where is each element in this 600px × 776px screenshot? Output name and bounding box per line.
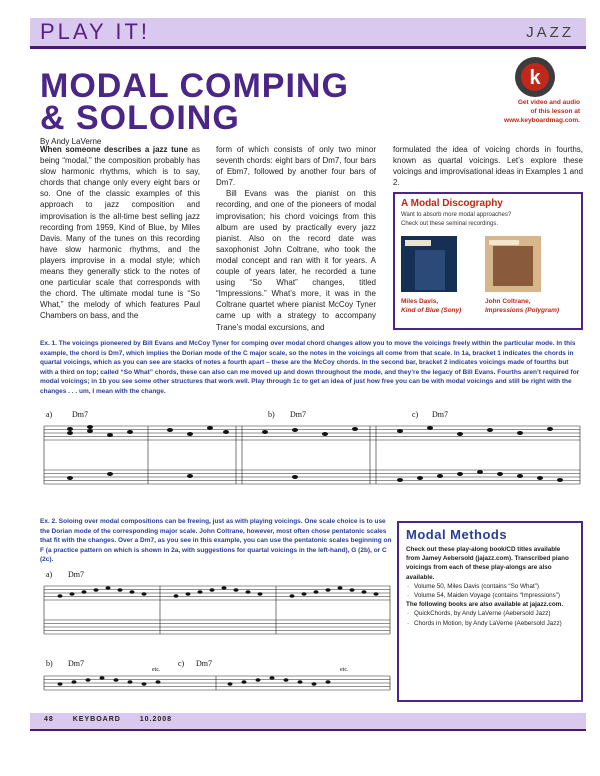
ex1c-label: c) — [412, 410, 419, 419]
promo-line-1: Get video and audio — [517, 99, 580, 106]
lead-in: When someone describes a jazz tune — [40, 145, 188, 154]
top-band — [0, 0, 600, 16]
svg-text:k: k — [529, 67, 541, 89]
page-number: 48 — [44, 716, 54, 723]
ex2a-label: a) — [46, 570, 53, 579]
col2-paragraph-1: form of which consists of only two minor seventh chords: eight bars of Dm7, four bars of Ebm7, followed by another four bars of Dm7. — [216, 145, 376, 188]
header-rule — [30, 46, 586, 49]
discography-subtitle — [401, 211, 575, 229]
album-art-1 — [401, 236, 457, 292]
methods-item-1: · Volume 50, Miles Davis (contains “So What”) — [406, 582, 574, 591]
ex1b-label: b) — [268, 410, 275, 419]
title-line-1: MODAL COMPING — [40, 67, 349, 105]
modal-methods-title: Modal Methods — [406, 527, 508, 542]
col2-paragraph-2: Bill Evans was the pianist on this recording, and one of the pioneers of modal improvisation; his chord voicings from this album are used by practically every jazz pianist. Also on the record date was saxophonist John Coltrane, who took the modal concept and ran with it for years. A couple of years later, he recorded a tune using “So What” changes, titled “Impressions.” What’s more, it was in the Coltrane quartet where pianist McCoy Tyner came up with a strategy to accompany Trane’s modal excursions, and — [216, 189, 376, 332]
article-title — [40, 67, 349, 137]
etc-mark-2: etc. — [340, 667, 349, 673]
keyboard-logo-icon — [514, 56, 556, 98]
body-column-2 — [216, 144, 376, 333]
etc-mark-1: etc. — [152, 667, 161, 673]
album-2-caption — [485, 298, 559, 315]
album-art-2 — [485, 236, 541, 292]
issue-date: 10.2008 — [139, 716, 173, 723]
ex1c-chord: Dm7 — [432, 410, 448, 419]
album-cover-impressions — [485, 236, 541, 292]
ex1a-chord: Dm7 — [72, 410, 88, 419]
album-1-artist: Miles Davis, — [401, 298, 439, 305]
discography-title: A Modal Discography — [401, 198, 503, 209]
col3-text: formulated the idea of voicing chords in fourths, known as quartal voicings. Let’s explore these voicings and improvisational ideas in Examples 1 and 2. — [393, 145, 583, 188]
discography-box — [393, 192, 583, 330]
example-1-caption: Ex. 1. The voicings pioneered by Bill Evans and McCoy Tyner for comping over modal chord changes allow you to move the voicings freely within the particular mode. In this example, the chord is Dm7, which implies the Dorian mode of the C major scale, so the notes in the voicings all come from that scale. In 1a, bracket 1 indicates the chords in quartal voicings, which as you can see are stacks of notes a fourth apart – these are the McCoy chords. In the second bar, bracket 2 indicates voicings made of fourths but with a third on top; called “So What” chords, these can also can me moved up and down throughout the mode, and they’re the legacy of Bill Evans. Fourths aren’t required for modal voicings; in 1b you see some other structures that work well. Play through 1c to get an idea of just how free you can be with modal voicings and still be right with the changes . . . um, I mean with the change. — [40, 340, 580, 395]
section-label: PLAY IT! — [40, 19, 151, 44]
methods-book-1: · QuickChords, by Andy LaVerne (Aebersold Jazz) — [406, 609, 574, 618]
body-column-3 — [393, 144, 583, 188]
ex1a-label: a) — [46, 410, 53, 419]
methods-book-2: · Chords in Motion, by Andy LaVerne (Aebersold Jazz) — [406, 619, 574, 628]
album-1-caption — [401, 298, 461, 315]
magazine-name: KEYBOARD — [72, 716, 121, 723]
ex2a-chord: Dm7 — [68, 570, 84, 579]
example-2-caption: Ex. 2. Soloing over modal compositions can be freeing, just as with playing voicings. One scale choice is to use the Dorian mode of the corresponding major scale. John Coltrane, however, most often chose pentatonic scales that fit with the changes. Over a Dm7, as you see in this example, you can use the pentatonic scales beginning on F (a practice pattern on which is shown in 2a, with suggestions for quartal voicings in the left-hand), G (2b), or C (2c). — [40, 518, 392, 563]
example-1-notation — [40, 408, 584, 506]
ex2b-chord: Dm7 — [68, 659, 84, 668]
video-promo — [470, 98, 580, 125]
album-1-title: Kind of Blue (Sony) — [401, 306, 462, 314]
album-cover-kind-of-blue — [401, 236, 457, 292]
modal-methods-box — [397, 521, 583, 702]
promo-line-2: of this lesson at — [530, 108, 580, 115]
category-label: JAZZ — [526, 24, 574, 41]
modal-methods-body — [406, 545, 574, 628]
methods-intro: Check out these play-along book/CD titles available from Jamey Aebersold (jajazz.com). Transcribed piano voicings from each of these play-alongs are also available. — [406, 546, 569, 581]
discography-sub-2: Check out these seminal recordings. — [401, 221, 499, 227]
ex2b-label: b) — [46, 659, 53, 668]
ex2c-chord: Dm7 — [196, 659, 212, 668]
body-column-1 — [40, 144, 200, 322]
ex2c-label: c) — [178, 659, 185, 668]
album-2-title: Impressions (Polygram) — [485, 306, 560, 314]
methods-item-2: · Volume 54, Maiden Voyage (contains “Impressions”) — [406, 591, 574, 600]
footer-rule — [30, 729, 586, 731]
ex1b-chord: Dm7 — [290, 410, 306, 419]
title-line-2: & SOLOING — [40, 99, 240, 137]
byline: By Andy LaVerne — [40, 137, 102, 146]
methods-books-intro: The following books are also available at jajazz.com. — [406, 601, 564, 609]
album-2-artist: John Coltrane, — [485, 298, 531, 305]
example-2-notation — [40, 572, 394, 706]
promo-url[interactable]: www.keyboardmag.com. — [504, 117, 580, 124]
col1-text: as being “modal,” the composition probably has slow harmonic rhythms, which is to say, chords that change only every eight bars or so. One of the classic examples of this approach to jazz composition and improvisation is the all-time best selling jazz recording from 1959, Kind of Blue, by Miles Davis. Many of the tunes on this recording have slow harmonic rhythms, and the players improvise in a modal style; which means they generally stick to the notes of one particular scale that corresponds with the chord. The ultimate modal tune is “So What,” the melody of which features Paul Chambers on bass, and the — [40, 145, 200, 321]
discography-sub-1: Want to absorb more modal approaches? — [401, 212, 512, 218]
footer — [44, 716, 188, 723]
